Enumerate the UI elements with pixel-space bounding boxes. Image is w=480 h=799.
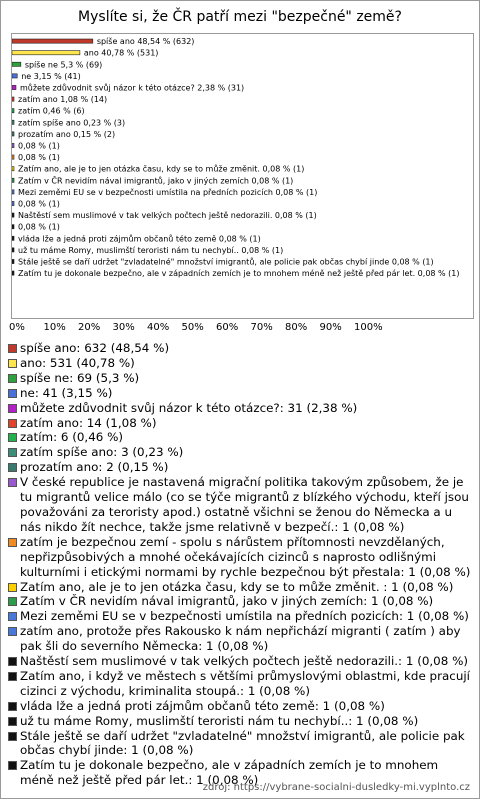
legend-label: Zatím v ČR nevidím nával imigrantů, jako v jiných zemích: 1 (0,08 %)	[20, 594, 434, 609]
bar-label: Zatím v ČR nevidím nával imigrantů, jako v jiných zemích 0,08 % (1)	[18, 176, 294, 186]
x-tick-label: 30%	[112, 322, 135, 333]
bar	[12, 62, 21, 66]
bar	[12, 85, 16, 89]
bar-group	[12, 245, 283, 255]
x-tick-label: 90%	[319, 322, 342, 333]
legend-swatch	[8, 657, 17, 666]
x-tick-label: 20%	[78, 322, 101, 333]
x-tick-label: 80%	[285, 322, 308, 333]
legend-label: ne: 41 (3,15 %)	[20, 385, 113, 400]
legend-swatch	[8, 732, 17, 741]
legend-label: Stále ještě se daří udržet "zvladatelné" množství imigrantů, ale policie pak občas chybí jinde: 1 (0,08 %)	[20, 728, 465, 758]
bar-label: Stále ještě se daří udržet "zvladatelné" množství imigrantů, ale policie pak občas chybí jinde 0,08 % (1)	[18, 257, 434, 267]
legend-item	[8, 445, 473, 460]
legend-item	[8, 669, 473, 699]
legend-swatch	[8, 761, 17, 770]
bar-label: 0,08 % (1)	[18, 222, 60, 232]
bar-label: ano 40,78 % (531)	[83, 48, 159, 58]
bar	[12, 51, 80, 55]
bar-label: zatím 0,46 % (6)	[18, 106, 85, 116]
legend-item	[8, 430, 473, 445]
bar-label: už tu máme Romy, muslimští teroristi nám tu nechybí.. 0,08 % (1)	[18, 245, 284, 255]
bar-label: Mezi zeměmi EU se v bezpečnosti umístila na předních pozicích 0,08 % (1)	[18, 187, 318, 197]
bar-label: prozatím ano 0,15 % (2)	[18, 129, 116, 139]
legend-swatch	[8, 463, 17, 472]
legend-item	[8, 594, 473, 609]
legend-swatch	[8, 359, 17, 368]
x-tick-label: 60%	[216, 322, 239, 333]
bar-label: Zatím tu je dokonale bezpečno, ale v západních zemích je to mnohem méně než ještě před pár let. 0,08 % (1)	[18, 269, 460, 279]
bar	[12, 201, 14, 205]
legend-label: V české republice je nastavená migrační politika takovým způsobem, že je tu migrantů velice málo (co se týče migrantů z blízkého východu, kteří jsou považováni za teroristy apod.) ostatně všichni se ženou do Německa a u nás nikdo žít nechce, takže jsme relativně v bezpečí.: 1 (0,08 %)	[20, 475, 469, 534]
bar-group	[12, 117, 125, 127]
legend-swatch	[8, 538, 17, 547]
bar-label: můžete zdůvodnit svůj názor k této otázce? 2,38 % (31)	[19, 83, 245, 93]
legend-swatch	[8, 433, 17, 442]
bar	[12, 120, 14, 124]
legend-label: Zatím ano, ale je to jen otázka času, kdy se to může změnit. : 1 (0,08 %)	[20, 579, 454, 594]
x-tick-label: 40%	[147, 322, 170, 333]
bar-label: spíše ano 48,54 % (632)	[96, 37, 195, 47]
bar-group	[12, 59, 102, 69]
bar	[12, 213, 14, 217]
bar	[12, 132, 14, 136]
legend-swatch	[8, 374, 17, 383]
bar	[12, 39, 93, 43]
legend-label: už tu máme Romy, muslimští teroristi nám tu nechybí..: 1 (0,08 %)	[20, 713, 419, 728]
bar-group	[12, 49, 158, 58]
bar-group	[12, 36, 194, 46]
legend-item	[8, 714, 473, 729]
legend-item	[8, 729, 473, 759]
legend-swatch	[8, 702, 17, 711]
legend-swatch	[8, 627, 17, 636]
bar	[12, 109, 14, 113]
bar-group	[12, 153, 60, 162]
legend-item	[8, 416, 473, 431]
legend-swatch	[8, 419, 17, 428]
legend-label: můžete zdůvodnit svůj názor k této otázce?: 31 (2,38 %)	[20, 400, 358, 415]
bar-group	[12, 72, 81, 81]
legend-label: zatím: 6 (0,46 %)	[20, 430, 124, 445]
bar-label: 0,08 % (1)	[18, 153, 60, 163]
legend-item	[8, 624, 473, 654]
bar-group	[12, 187, 317, 197]
bar	[12, 167, 14, 171]
legend-label: spíše ne: 69 (5,3 %)	[20, 370, 140, 385]
chart-title: Myslíte si, že ČR patří mezi "bezpečné" země?	[78, 9, 402, 25]
bar	[12, 143, 14, 147]
legend-swatch	[8, 448, 17, 457]
bar-label: spíše ne 5,3 % (69)	[24, 60, 103, 70]
bar-group	[12, 83, 244, 93]
legend-label: Zatím ano, i když ve městech s většími průmyslovými oblastmi, kde pracují cizinci z východu, kriminalita stoupá.: 1 (0,08 %)	[20, 668, 470, 698]
legend-item	[8, 535, 473, 580]
bar-group	[12, 107, 85, 116]
legend-label: vláda lže a jedná proti zájmům občanů této země: 1 (0,08 %)	[20, 698, 385, 713]
legend-label: Zatím tu je dokonale bezpečno, ale v západních zemích je to mnohem méně než ještě před pár let.: 1 (0,08 %)	[20, 758, 439, 788]
legend-label: zatím je bezpečnou zemí - spolu s nárůstem přítomnosti nevzdělaných, nepřizpůsobivých a mnohé očekávajících cizinců s naprosto odlišnými kulturními i etickými normami by rychle bezpečnou být přestala: 1 (0,08 %)	[20, 534, 471, 579]
legend-item	[8, 475, 473, 535]
legend-item	[8, 699, 473, 714]
bar-label: Naštěstí sem muslimové v tak velkých počtech ještě nedorazili. 0,08 % (1)	[18, 211, 317, 221]
bar-group	[12, 210, 317, 220]
legend-item	[8, 371, 473, 386]
bar-label: zatím ano 1,08 % (14)	[18, 95, 108, 105]
legend-swatch	[8, 344, 17, 353]
bar	[12, 74, 17, 78]
bar-group	[12, 233, 261, 243]
legend-label: zatím ano, protože přes Rakousko k nám nepřichází migranti ( zatím ) aby pak šli do severního Německa: 1 (0,08 %)	[20, 624, 461, 654]
x-tick-label: 70%	[250, 322, 273, 333]
legend-item	[8, 654, 473, 669]
bar-group	[12, 130, 115, 139]
legend-label: Mezi zeměmi EU se v bezpečnosti umístila na předních pozicích: 1 (0,08 %)	[20, 609, 469, 624]
bar-label: Zatím ano, ale je to jen otázka času, kdy se to může změnit. 0,08 % (1)	[18, 164, 305, 174]
source-note: zdroj: https://vybrane-socialni-dusledky-mi.vyplnto.cz	[202, 782, 470, 793]
bar-group	[12, 174, 293, 185]
bar-label: ne 3,15 % (41)	[21, 71, 81, 81]
legend-swatch	[8, 672, 17, 681]
legend-label: zatím ano: 14 (1,08 %)	[20, 415, 157, 430]
bar-group	[12, 164, 304, 174]
bar-label: vláda lže a jedná proti zájmům občanů této země 0,08 % (1)	[18, 234, 261, 244]
legend-label: ano: 531 (40,78 %)	[20, 355, 135, 370]
bar-label: 0,08 % (1)	[18, 141, 60, 151]
bar	[12, 97, 14, 101]
bar	[12, 248, 14, 252]
legend-item	[8, 386, 473, 401]
legend-item	[8, 401, 473, 416]
legend-swatch	[8, 478, 17, 487]
legend-item	[8, 356, 473, 371]
bar-group	[12, 95, 107, 104]
bar-group	[12, 200, 60, 209]
bar	[12, 155, 14, 159]
bar	[12, 225, 14, 229]
bar-label: zatím spíše ano 0,23 % (3)	[18, 118, 126, 128]
bar-group	[12, 257, 434, 267]
legend-item	[8, 609, 473, 624]
x-tick-label: 0%	[9, 322, 25, 333]
legend-swatch	[8, 583, 17, 592]
legend-label: zatím spíše ano: 3 (0,23 %)	[20, 445, 184, 460]
bar-group	[12, 223, 60, 232]
legend-item	[8, 341, 473, 356]
x-tick-label: 50%	[181, 322, 204, 333]
legend	[8, 341, 473, 788]
legend-label: prozatím ano: 2 (0,15 %)	[20, 460, 169, 475]
legend-swatch	[8, 612, 17, 621]
legend-swatch	[8, 404, 17, 413]
legend-label: spíše ano: 632 (48,54 %)	[20, 341, 170, 355]
bar	[12, 178, 14, 182]
bar	[12, 236, 14, 240]
legend-swatch	[8, 717, 17, 726]
legend-item	[8, 580, 473, 595]
x-tick-label: 100%	[354, 322, 383, 333]
bar	[12, 271, 14, 275]
bar	[12, 190, 14, 194]
legend-label: Naštěstí sem muslimové v tak velkých počtech ještě nedorazili.: 1 (0,08 %)	[20, 654, 469, 669]
bar	[12, 259, 14, 263]
bar-group	[12, 142, 60, 151]
x-tick-label: 10%	[43, 322, 66, 333]
bar-group	[12, 268, 460, 278]
legend-swatch	[8, 597, 17, 606]
bar-label: 0,08 % (1)	[18, 199, 60, 209]
legend-swatch	[8, 389, 17, 398]
bar-chart	[12, 34, 473, 318]
legend-item	[8, 460, 473, 475]
plot-area	[11, 33, 474, 319]
